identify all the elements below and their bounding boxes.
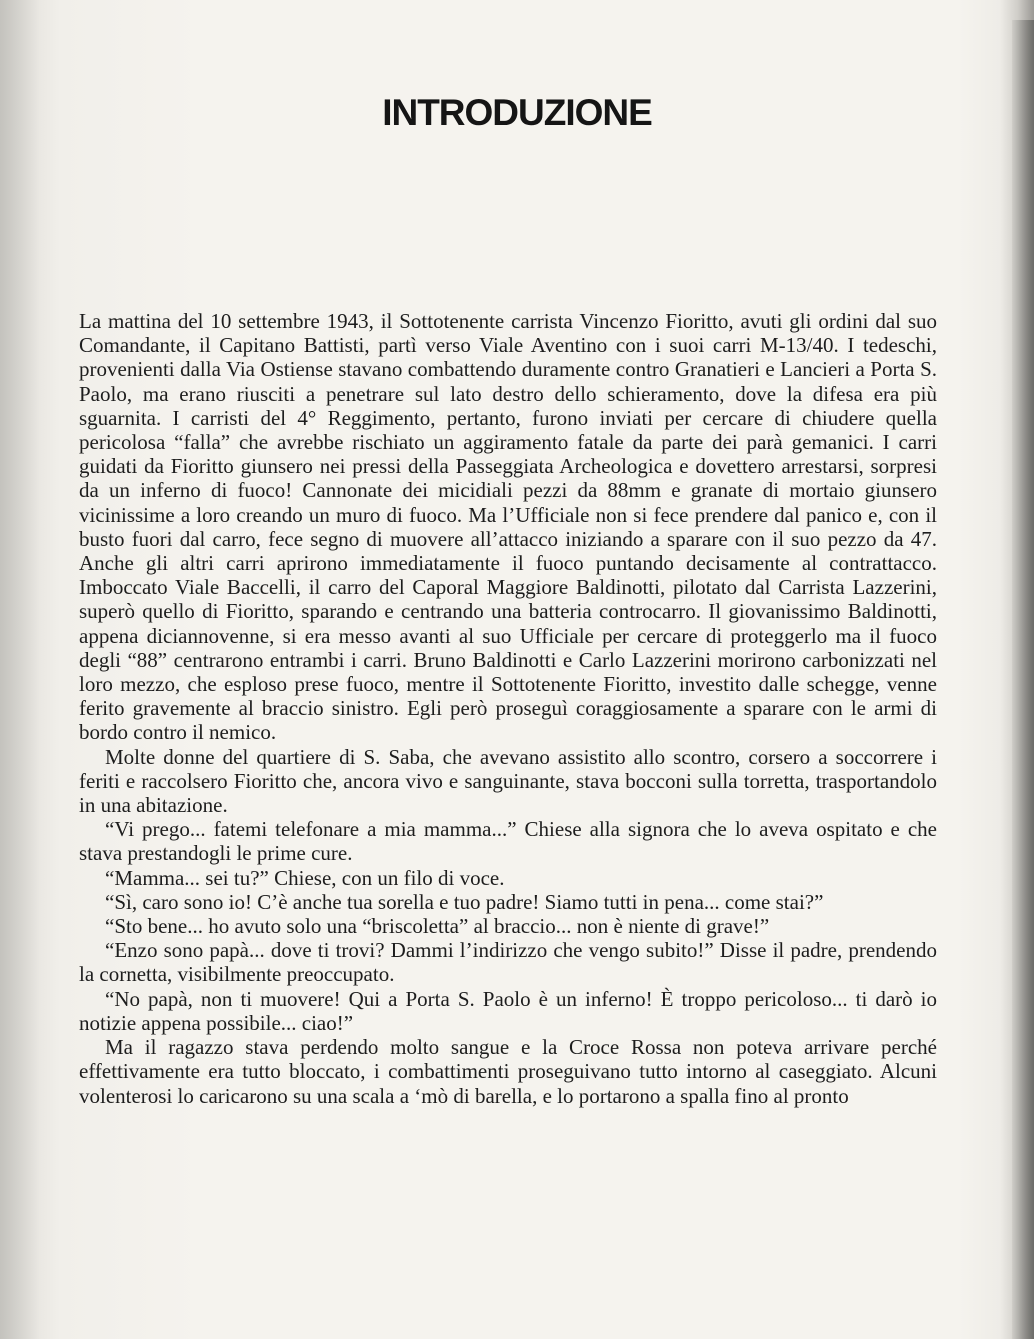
body-text [79, 309, 937, 1108]
paragraph-8: “No papà, non ti muovere! Qui a Porta S. Paolo è un inferno! È troppo pericoloso... ti darò io notizie appena possibile... ciao!” [79, 986, 937, 1035]
page-edge-shadow [1012, 20, 1034, 1339]
paragraph-2: Molte donne del quartiere di S. Saba, che avevano assistito allo scontro, corsero a soccorrere i feriti e raccolsero Fioritto che, ancora vivo e sanguinante, stava bocconi sulla torretta, trasportandolo in una abitazione. [79, 744, 937, 818]
paragraph-4: “Mamma... sei tu?” Chiese, con un filo di voce. [105, 865, 505, 890]
paragraph-7: “Enzo sono papà... dove ti trovi? Dammi l’indirizzo che vengo subito!” Disse il padre, prendendo la cornetta, visibilmente preoccupato. [79, 938, 937, 987]
paragraph-5: “Sì, caro sono io! C’è anche tua sorella e tuo padre! Siamo tutti in pena... come stai?” [105, 889, 824, 914]
paragraph-6: “Sto bene... ho avuto solo una “briscoletta” al braccio... non è niente di grave!” [105, 914, 770, 939]
page-gutter-shadow [0, 0, 40, 1339]
chapter-title: INTRODUZIONE [382, 92, 652, 133]
paragraph-9: Ma il ragazzo stava perdendo molto sangue e la Croce Rossa non poteva arrivare perché effettivamente era tutto bloccato, i combattimenti proseguivano tutto intorno al caseggiato. Alcuni volenterosi lo caricarono su una scala a ‘mò di barella, e lo portarono a spalla fino al pronto [79, 1035, 937, 1108]
paragraph-3: “Vi prego... fatemi telefonare a mia mamma...” Chiese alla signora che lo aveva ospitato e che stava prestandogli le prime cure. [79, 817, 937, 866]
paragraph-1: La mattina del 10 settembre 1943, il Sottotenente carrista Vincenzo Fioritto, avuti gli ordini dal suo Comandante, il Capitano Battisti, partì verso Viale Aventino con i suoi carri M-13/40. I tedeschi, provenienti dalla Via Ostiense stavano combattendo duramente contro Granatieri e Lancieri a Porta S. Paolo, ma erano riusciti a penetrare sul lato destro dello schieramento, dove la difesa era più sguarnita. I carristi del 4° Reggimento, pertanto, furono inviati per cercare di chiudere quella pericolosa “falla” che avrebbe rischiato un aggiramento fatale da parte dei parà gemanici. I carri guidati da Fioritto giunsero nei pressi della Passeggiata Archeologica e dovettero arrestarsi, sorpresi da un inferno di fuoco! Cannonate dei micidiali pezzi da 88mm e granate di mortaio giunsero vicinissime a loro creando un muro di fuoco. Ma l’Ufficiale non si fece prendere dal panico e, con il busto fuori dal carro, fece segno di muovere all’attacco iniziando a sparare con il suo pezzo da 47. Anche gli altri carri aprirono immediatamente il fuoco puntando decisamente al contrattacco. Imboccato Viale Baccelli, il carro del Caporal Maggiore Baldinotti, pilotato dal Carrista Lazzerini, superò quello di Fioritto, sparando e centrando una batteria controcarro. Il giovanissimo Baldinotti, appena diciannovenne, si era messo avanti al suo Ufficiale per cercare di proteggerlo ma il fuoco degli “88” centrarono entrambi i carri. Bruno Baldinotti e Carlo Lazzerini morirono carbonizzati nel loro mezzo, che esploso prese fuoco, mentre il Sottotenente Fioritto, investito dalle schegge, venne ferito gravemente al braccio sinistro. Egli però proseguì coraggiosamente a sparare con le armi di bordo contro il nemico. [79, 309, 937, 745]
